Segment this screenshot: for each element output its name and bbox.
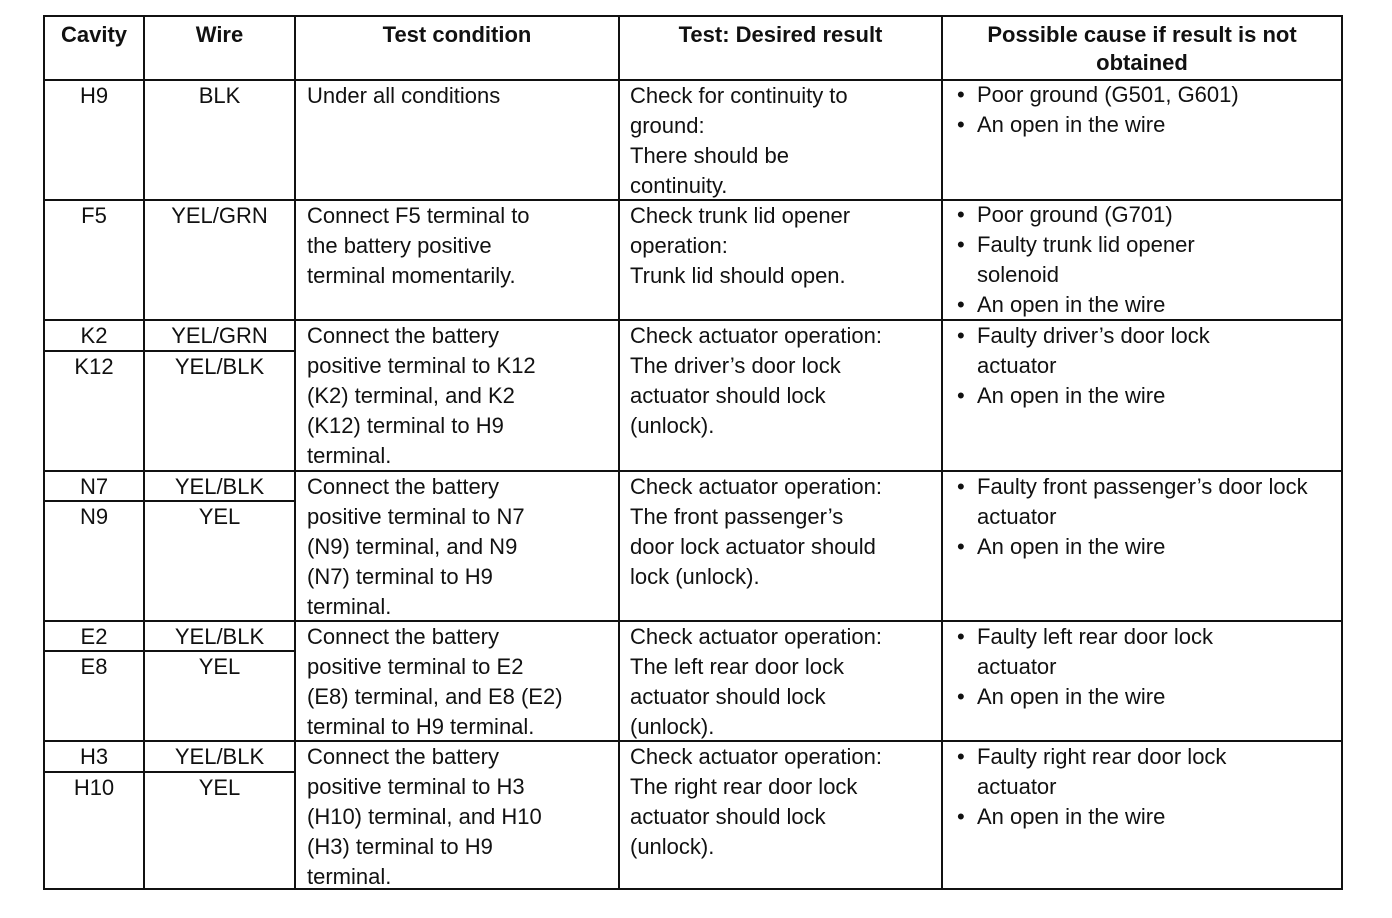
header-possible-cause: Possible cause if result is not obtained [987,22,1297,75]
desired-result-cell: Check actuator operation: The driver’s door lock actuator should lock (unlock). [630,323,882,438]
cavity-cell: N9 [79,504,109,529]
cavity-cell: F5 [81,203,107,228]
possible-cause-item: • Poor ground (G701) [953,200,1253,230]
header-cavity: Cavity [60,22,128,47]
test-condition-cell: Connect the battery positive terminal to H3 (H10) terminal, and H10 (H3) terminal to H9 terminal. [307,744,542,889]
wire-cell: YEL/BLK [174,354,265,379]
cavity-cell: E8 [80,654,108,679]
test-condition-cell: Under all conditions [307,83,501,108]
possible-cause-item: • Faulty front passenger’s door lock actuator [953,472,1338,532]
desired-result-cell: Check trunk lid opener operation: Trunk lid should open. [630,203,851,288]
possible-cause-item: • An open in the wire [953,532,1338,562]
header-test-condition: Test condition [382,22,532,47]
possible-cause-item: • An open in the wire [953,110,1338,140]
wire-cell: YEL/GRN [171,203,268,228]
test-condition-cell: Connect the battery positive terminal to N7 (N9) terminal, and N9 (N7) terminal to H9 terminal. [307,474,525,619]
wire-cell: BLK [198,83,241,108]
wire-cell: YEL/BLK [174,474,265,499]
possible-cause-list [953,321,1283,411]
possible-cause-item: • Faulty trunk lid opener solenoid [953,230,1253,290]
cavity-cell: H3 [79,744,109,769]
possible-cause-list [953,622,1283,712]
possible-cause-item: • Faulty right rear door lock actuator [953,742,1283,802]
possible-cause-list [953,80,1338,140]
cavity-cell: N7 [79,474,109,499]
wiring-test-table [43,15,1343,890]
cavity-cell: K2 [80,323,108,348]
wire-cell: YEL [198,504,241,529]
wire-cell: YEL/BLK [174,744,265,769]
desired-result-cell: Check for continuity to ground: There should be continuity. [630,83,848,198]
test-condition-cell: Connect the battery positive terminal to E2 (E8) terminal, and E8 (E2) terminal to H9 terminal. [307,624,563,739]
possible-cause-item: • Faulty driver’s door lock actuator [953,321,1283,381]
possible-cause-list [953,472,1338,562]
desired-result-cell: Check actuator operation: The front passenger’s door lock actuator should lock (unlock). [630,474,882,589]
cavity-cell: K12 [74,354,114,379]
desired-result-cell: Check actuator operation: The left rear door lock actuator should lock (unlock). [630,624,882,739]
cavity-cell: H9 [79,83,109,108]
wire-cell: YEL/GRN [171,323,268,348]
possible-cause-item: • An open in the wire [953,802,1283,832]
wire-cell: YEL [198,775,241,800]
possible-cause-item: • An open in the wire [953,290,1253,320]
column-divider [941,17,943,888]
possible-cause-list [953,200,1253,320]
desired-result-cell: Check actuator operation: The right rear door lock actuator should lock (unlock). [630,744,882,859]
header-desired-result: Test: Desired result [678,22,883,47]
possible-cause-list [953,742,1283,832]
wire-cell: YEL [198,654,241,679]
test-condition-cell: Connect F5 terminal to the battery positive terminal momentarily. [307,203,530,288]
header-wire: Wire [195,22,244,47]
possible-cause-item: • An open in the wire [953,381,1283,411]
possible-cause-item: • An open in the wire [953,682,1283,712]
cavity-cell: E2 [80,624,108,649]
test-condition-cell: Connect the battery positive terminal to K12 (K2) terminal, and K2 (K12) terminal to H9 terminal. [307,323,536,468]
cavity-cell: H10 [73,775,115,800]
possible-cause-item: • Faulty left rear door lock actuator [953,622,1283,682]
column-divider [618,17,620,888]
wire-cell: YEL/BLK [174,624,265,649]
column-divider [294,17,296,888]
possible-cause-item: • Poor ground (G501, G601) [953,80,1338,110]
